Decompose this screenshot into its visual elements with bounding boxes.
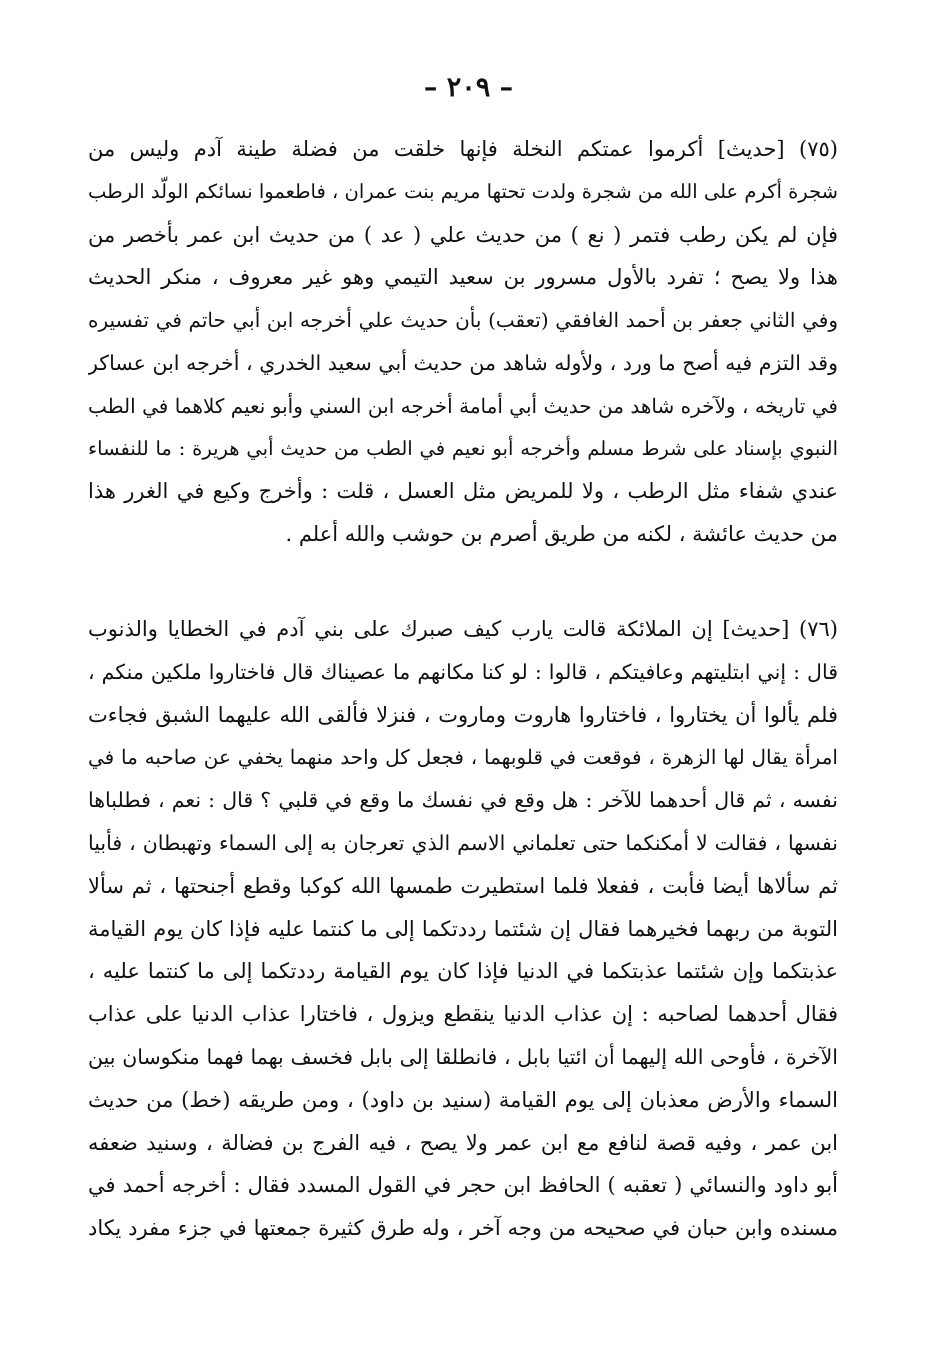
text-line: قال : إني ابتليتهم وعافيتكم ، قالوا : لو كنا مكانهم ما عصيناك قال فاختاروا ملكين منكم ، bbox=[88, 659, 838, 684]
text-line: النبوي بإسناد على شرط مسلم وأخرجه أبو نعيم في الطب من حديث أبي هريرة : ما للنفساء bbox=[88, 436, 838, 460]
text-line: عذبتكما وإن شئتما عذبتكما في الدنيا فإذا كان يوم القيامة رددتكما إلى ما كنتما عليه ، bbox=[88, 959, 838, 984]
text-line: فقال أحدهما لصاحبه : إن عذاب الدنيا ينقطع ويزول ، فاختارا عذاب الدنيا على عذاب bbox=[88, 1002, 838, 1027]
text-line: هذا ولا يصح ؛ تفرد بالأول مسرور بن سعيد التيمي وهو غير معروف ، منكر الحديث bbox=[88, 265, 838, 290]
text-line: شجرة أكرم على الله من شجرة ولدت تحتها مريم بنت عمران ، فاطعموا نسائكم الولّد الرطب bbox=[88, 179, 838, 203]
text-line: فلم يألوا أن يختاروا ، فاختاروا هاروت وماروت ، فنزلا فألقى الله عليهما الشبق فجاءت bbox=[88, 702, 838, 727]
text-line: امرأة يقال لها الزهرة ، فوقعت في قلوبهما ، فجعل كل واحد منهما يخفي عن صاحبه ما في bbox=[88, 745, 838, 770]
text-line: وقد التزم فيه أصح ما ورد ، ولأوله شاهد من حديث أبي سعيد الخدري ، أخرجه ابن عساكر bbox=[88, 350, 838, 375]
text-line: (٧٥) [حديث] أكرموا عمتكم النخلة فإنها خلقت من فضلة طينة آدم وليس من bbox=[88, 137, 838, 161]
text-line: ثم سألاها أيضا فأبت ، ففعلا فلما استطيرت طمسها الله كوكبا وقطع أجنحتها ، ثم سألا bbox=[88, 873, 838, 898]
text-line: أبو داود والنسائي ( تعقبه ) الحافظ ابن حجر في القول المسدد فقال : أخرجه أحمد في bbox=[88, 1173, 838, 1198]
text-line: (٧٦) [حديث] إن الملائكة قالت يارب كيف صبرك على بني آدم في الخطايا والذنوب bbox=[88, 617, 838, 641]
text-line: من حديث عائشة ، لكنه من طريق أصرم بن حوشب والله أعلم . bbox=[285, 522, 838, 547]
text-line: ابن عمر ، وفيه قصة لنافع مع ابن عمر ولا يصح ، فيه الفرج بن فضالة ، وسنيد ضعفه bbox=[88, 1130, 838, 1155]
text-line: التوبة من ربهما فخيرهما فقال إن شئتما رددتكما إلى ما كنتما عليه فإذا كان يوم القيامة bbox=[88, 916, 838, 941]
text-line: فإن لم يكن رطب فتمر ( نع ) من حديث علي ( عد ) من حديث ابن عمر بأخصر من bbox=[88, 222, 838, 247]
text-line: مسنده وابن حبان في صحيحه من وجه آخر ، وله طرق كثيرة جمعتها في جزء مفرد يكاد bbox=[88, 1216, 838, 1241]
hadith-entry-76 bbox=[88, 608, 838, 1250]
text-line: نفسه ، ثم قال أحدهما للآخر : هل وقع في نفسك ما وقع في قلبي ؟ قال : نعم ، فطلباها bbox=[88, 788, 838, 813]
text-line: السماء والأرض معذبان إلى يوم القيامة (سنيد بن داود) ، ومن طريقه (خط) من حديث bbox=[88, 1087, 838, 1112]
text-line: وفي الثاني جعفر بن أحمد الغافقي (تعقب) بأن حديث علي أخرجه ابن أبي حاتم في تفسيره bbox=[88, 308, 838, 333]
page-number: – ٢٠٩ – bbox=[423, 72, 514, 103]
text-line: عندي شفاء مثل الرطب ، ولا للمريض مثل العسل ، قلت : وأخرج وكيع في الغرر هذا bbox=[88, 479, 838, 504]
text-line: نفسها ، فقالت لا أمكنكما حتى تعلماني الاسم الذي تعرجان به إلى السماء وتهبطان ، فأبيا bbox=[88, 830, 838, 855]
text-line: الآخرة ، فأوحى الله إليهما أن ائتيا بابل ، فانطلقا إلى بابل فخسف بهما فهما منكوسان بين bbox=[88, 1044, 838, 1069]
text-line: في تاريخه ، ولآخره شاهد من حديث أبي أمامة أخرجه ابن السني وأبو نعيم كلاهما في الطب bbox=[88, 393, 838, 418]
hadith-entry-75 bbox=[88, 128, 838, 556]
